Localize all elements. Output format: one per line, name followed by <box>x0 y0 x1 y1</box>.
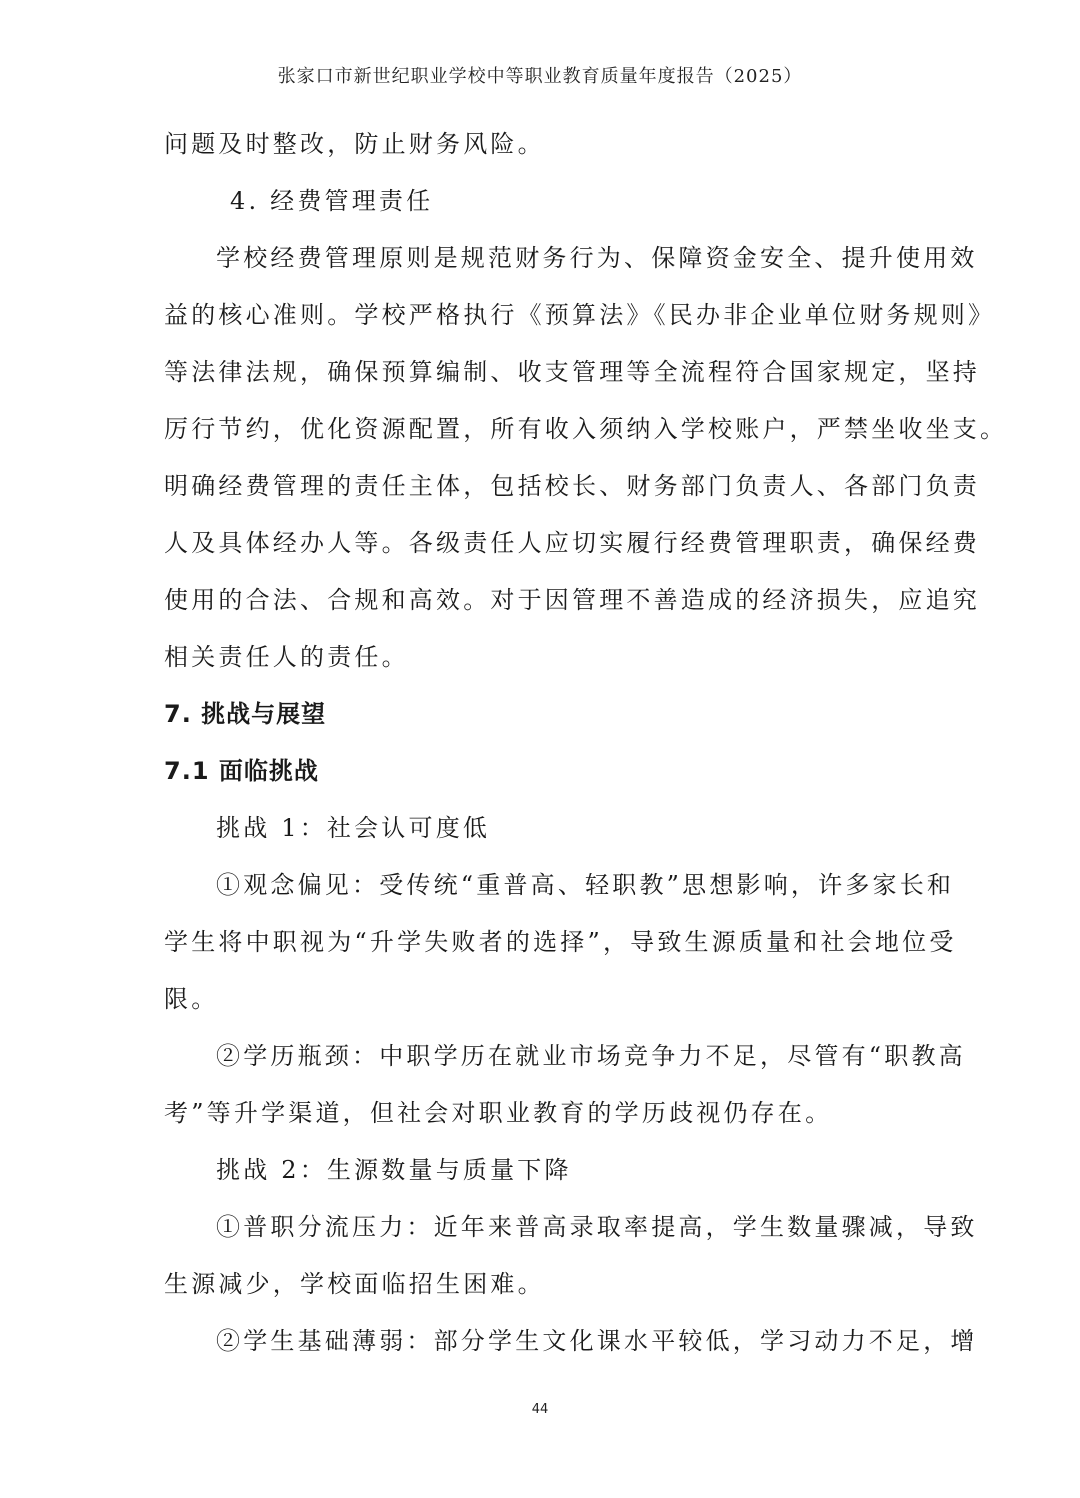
paragraph-line: 考”等升学渠道，但社会对职业教育的学历歧视仍存在。 <box>164 1099 833 1127</box>
paragraph-line: ②学历瓶颈：中职学历在就业市场竞争力不足，尽管有“职教高 <box>216 1042 966 1070</box>
paragraph-line: ②学生基础薄弱：部分学生文化课水平较低，学习动力不足，增 <box>216 1327 978 1355</box>
paragraph-line: 学生将中职视为“升学失败者的选择”，导致生源质量和社会地位受 <box>164 928 957 956</box>
paragraph-line: 生源减少，学校面临招生困难。 <box>164 1270 545 1298</box>
paragraph-line: 使用的合法、合规和高效。对于因管理不善造成的经济损失，应追究 <box>164 586 980 614</box>
paragraph-line: 学校经费管理原则是规范财务行为、保障资金安全、提升使用效 <box>216 244 978 272</box>
paragraph-line: 等法律法规，确保预算编制、收支管理等全流程符合国家规定，坚持 <box>164 358 980 386</box>
page-number: 44 <box>531 1402 549 1417</box>
challenge-title: 挑战 2：生源数量与质量下降 <box>216 1156 572 1184</box>
paragraph-line: 益的核心准则。学校严格执行《预算法》《民办非企业单位财务规则》 <box>164 301 996 329</box>
challenge-title: 挑战 1：社会认可度低 <box>216 814 491 842</box>
paragraph-line: ①普职分流压力：近年来普高录取率提高，学生数量骤减，导致 <box>216 1213 978 1241</box>
document-body <box>164 116 1008 1370</box>
paragraph-line: 限。 <box>164 985 219 1013</box>
subsection-title: 4. 经费管理责任 <box>230 187 434 215</box>
paragraph-line: 人及具体经办人等。各级责任人应切实履行经费管理职责，确保经费 <box>164 529 980 557</box>
section-heading: 7. 挑战与展望 <box>164 700 327 728</box>
page-header: 张家口市新世纪职业学校中等职业教育质量年度报告（2025） <box>277 66 803 87</box>
paragraph-line: 明确经费管理的责任主体，包括校长、财务部门负责人、各部门负责 <box>164 472 980 500</box>
subsection-heading: 7.1 面临挑战 <box>164 757 319 785</box>
paragraph-line: ①观念偏见：受传统“重普高、轻职教”思想影响，许多家长和 <box>216 871 955 899</box>
paragraph-line: 厉行节约，优化资源配置，所有收入须纳入学校账户，严禁坐收坐支。 <box>164 415 1008 443</box>
paragraph-line: 问题及时整改，防止财务风险。 <box>164 130 545 158</box>
paragraph-line: 相关责任人的责任。 <box>164 643 409 671</box>
